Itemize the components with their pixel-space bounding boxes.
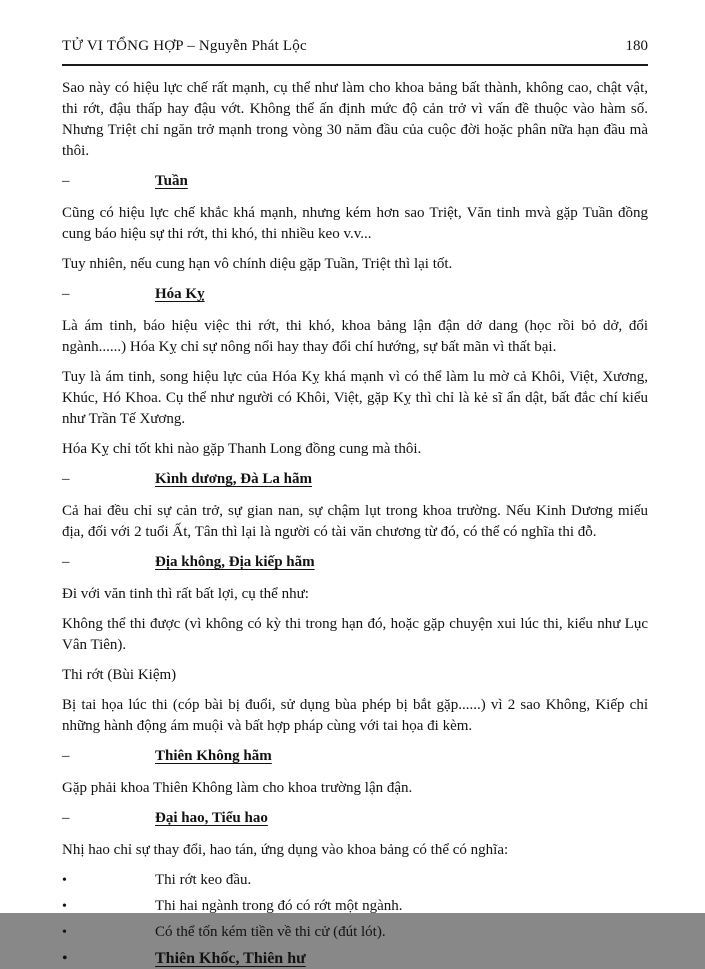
dash-marker-icon: –: [62, 471, 70, 487]
paragraph: Là ám tinh, báo hiệu việc thi rớt, thi khó, khoa bảng lận đận dở dang (học rồi bỏ dở, đổi ngành......) Hóa Kỵ chỉ sự nông nổi hay thay đổi chí hướng, sự bất mãn vì thất bại.: [62, 318, 648, 355]
dash-marker-icon: –: [62, 286, 70, 302]
section-heading: [62, 552, 648, 573]
paragraph: Cũng có hiệu lực chế khắc khá mạnh, nhưng kém hơn sao Triệt, Văn tinh mvà gặp Tuần đồng cung báo hiệu sự thi rớt, thi khó, thi nhiều keo v.v...: [62, 205, 648, 242]
heading-label: Thiên Không hãm: [155, 748, 272, 764]
heading-label: Đại hao, Tiểu hao: [155, 810, 268, 826]
dash-marker-icon: –: [62, 173, 70, 189]
bullet-item: [62, 922, 648, 943]
heading-label: Kình dương, Đà La hãm: [155, 471, 312, 487]
paragraph: Tuy là ám tinh, song hiệu lực của Hóa Kỵ khá mạnh vì có thể làm lu mờ cả Khôi, Việt, Xương, Khúc, Hó Khoa. Cụ thể như người có Khôi, Việt, gặp Kỵ thì chỉ là kẻ sĩ ẩn dật, bất đắc chí kiểu như Trần Tế Xương.: [62, 369, 648, 427]
heading-label: Địa không, Địa kiếp hãm: [155, 554, 315, 570]
bullet-text: Thi rớt keo đầu.: [155, 872, 252, 888]
dash-marker-icon: –: [62, 554, 70, 570]
paragraph: Nhị hao chỉ sự thay đổi, hao tán, ứng dụng vào khoa bảng có thể có nghĩa:: [62, 842, 509, 858]
bullet-icon: •: [62, 950, 68, 967]
header-divider: [62, 64, 648, 66]
bullet-section-heading: [62, 948, 648, 969]
paragraph: Thi rớt (Bùi Kiệm): [62, 667, 177, 683]
bullet-item: [62, 870, 648, 891]
bullet-icon: •: [62, 899, 67, 914]
bullet-text: Thi hai ngành trong đó có rớt một ngành.: [155, 898, 403, 914]
paragraph: Không thể thi được (vì không có kỳ thi trong hạn đó, hoặc gặp chuyện xui lúc thi, kiểu như Lục Vân Tiên).: [62, 616, 648, 653]
heading-label: Thiên Khốc, Thiên hư: [155, 950, 306, 967]
paragraph: Cả hai đều chỉ sự cản trở, sự gian nan, sự chậm lụt trong khoa trường. Nếu Kinh Dương miếu địa, đối với 2 tuổi Ất, Tân thì lại là người có tài văn chương từ đó, có thể có nghĩa thi đỗ.: [62, 503, 648, 540]
bullet-icon: •: [62, 873, 67, 888]
paragraph: Gặp phải khoa Thiên Không làm cho khoa trường lận đận.: [62, 780, 413, 796]
page-number: 180: [625, 38, 648, 54]
paragraph: Đi với văn tinh thì rất bất lợi, cụ thể như:: [62, 586, 309, 602]
paragraph: Tuy nhiên, nếu cung hạn vô chính diệu gặp Tuần, Triệt thì lại tốt.: [62, 256, 453, 272]
bullet-text: Có thể tốn kém tiền về thi cử (đút lót).: [155, 924, 386, 940]
page-content: [62, 78, 648, 969]
heading-label: Tuần: [155, 173, 188, 189]
dash-marker-icon: –: [62, 748, 70, 764]
paragraph: Hóa Kỵ chỉ tốt khi nào gặp Thanh Long đồng cung mà thôi.: [62, 441, 422, 457]
section-heading: [62, 746, 648, 767]
bullet-item: [62, 896, 648, 917]
heading-label: Hóa Kỵ: [155, 286, 205, 302]
book-title: TỬ VI TỔNG HỢP – Nguyễn Phát Lộc: [62, 38, 307, 54]
bullet-icon: •: [62, 925, 67, 940]
section-heading: [62, 284, 648, 305]
paragraph: Bị tai họa lúc thi (cóp bài bị đuổi, sử dụng bùa phép bị bắt gặp......) vì 2 sao Không, Kiếp chỉ những hành động ám muội và bất hợp pháp cùng với tai họa đi kèm.: [62, 697, 648, 734]
section-heading: [62, 469, 648, 490]
section-heading: [62, 808, 648, 829]
page-header: [62, 36, 648, 57]
section-heading: [62, 171, 648, 192]
dash-marker-icon: –: [62, 810, 70, 826]
paragraph: Sao này có hiệu lực chế rất mạnh, cụ thể như làm cho khoa bảng bất thành, không cao, chật vật, thi rớt, đậu thấp hay đậu vớt. Không thể ấn định mức độ cản trở vì vấn đề thuộc vào hàm số. Nhưng Triệt chỉ ngăn trở mạnh trong vòng 30 năm đầu của cuộc đời hoặc phân nữa hạn đầu mà thôi.: [62, 80, 648, 159]
